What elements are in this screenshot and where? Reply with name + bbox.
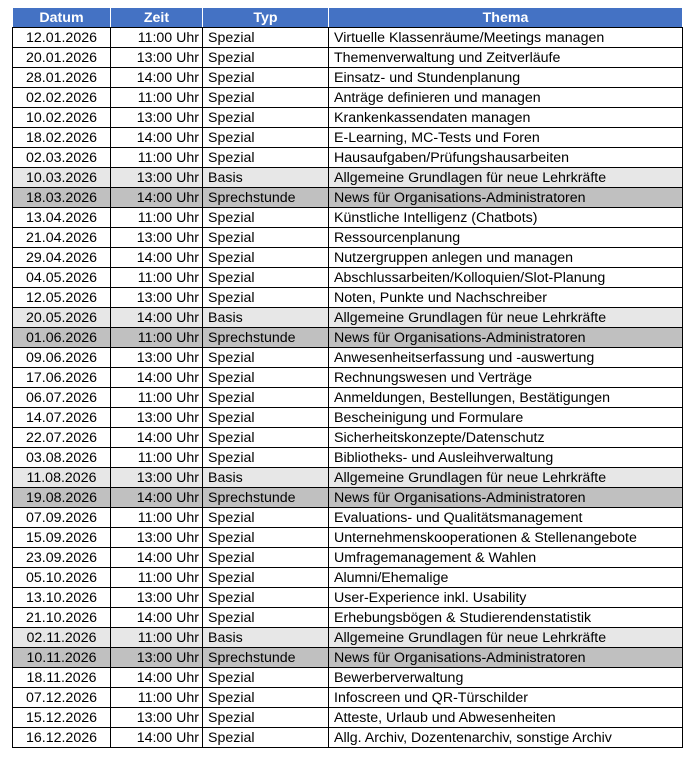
table-row bbox=[13, 348, 683, 368]
cell-zeit: 11:00 Uhr bbox=[111, 568, 203, 588]
table-header bbox=[13, 8, 683, 28]
cell-thema: Bibliotheks- und Ausleihverwaltung bbox=[329, 448, 683, 468]
cell-typ: Spezial bbox=[203, 128, 329, 148]
cell-datum: 12.01.2026 bbox=[13, 28, 111, 48]
header-datum: Datum bbox=[13, 8, 111, 28]
cell-thema: User-Experience inkl. Usability bbox=[329, 588, 683, 608]
cell-typ: Sprechstunde bbox=[203, 328, 329, 348]
cell-typ: Spezial bbox=[203, 228, 329, 248]
cell-typ: Spezial bbox=[203, 88, 329, 108]
table-row bbox=[13, 88, 683, 108]
cell-typ: Spezial bbox=[203, 508, 329, 528]
cell-zeit: 13:00 Uhr bbox=[111, 228, 203, 248]
cell-typ: Spezial bbox=[203, 268, 329, 288]
cell-datum: 13.04.2026 bbox=[13, 208, 111, 228]
table-row bbox=[13, 608, 683, 628]
cell-typ: Spezial bbox=[203, 608, 329, 628]
schedule-table bbox=[12, 7, 683, 748]
table-row bbox=[13, 288, 683, 308]
cell-thema: Allgemeine Grundlagen für neue Lehrkräfte bbox=[329, 468, 683, 488]
header-typ: Typ bbox=[203, 8, 329, 28]
cell-zeit: 13:00 Uhr bbox=[111, 468, 203, 488]
table-row bbox=[13, 668, 683, 688]
cell-thema: Bewerberverwaltung bbox=[329, 668, 683, 688]
table-row bbox=[13, 708, 683, 728]
table-row bbox=[13, 368, 683, 388]
table-body bbox=[13, 28, 683, 748]
table-row bbox=[13, 248, 683, 268]
cell-thema: Noten, Punkte und Nachschreiber bbox=[329, 288, 683, 308]
cell-datum: 20.01.2026 bbox=[13, 48, 111, 68]
cell-thema: E-Learning, MC-Tests und Foren bbox=[329, 128, 683, 148]
cell-zeit: 11:00 Uhr bbox=[111, 328, 203, 348]
header-thema: Thema bbox=[329, 8, 683, 28]
cell-datum: 19.08.2026 bbox=[13, 488, 111, 508]
cell-typ: Spezial bbox=[203, 68, 329, 88]
cell-thema: Allgemeine Grundlagen für neue Lehrkräfte bbox=[329, 168, 683, 188]
cell-thema: Krankenkassendaten managen bbox=[329, 108, 683, 128]
cell-typ: Spezial bbox=[203, 728, 329, 748]
cell-zeit: 13:00 Uhr bbox=[111, 168, 203, 188]
cell-thema: Atteste, Urlaub und Abwesenheiten bbox=[329, 708, 683, 728]
cell-typ: Spezial bbox=[203, 28, 329, 48]
cell-datum: 07.12.2026 bbox=[13, 688, 111, 708]
cell-datum: 28.01.2026 bbox=[13, 68, 111, 88]
table-row bbox=[13, 128, 683, 148]
cell-zeit: 14:00 Uhr bbox=[111, 668, 203, 688]
cell-zeit: 11:00 Uhr bbox=[111, 88, 203, 108]
cell-thema: Evaluations- und Qualitätsmanagement bbox=[329, 508, 683, 528]
cell-typ: Spezial bbox=[203, 48, 329, 68]
cell-zeit: 11:00 Uhr bbox=[111, 688, 203, 708]
cell-zeit: 14:00 Uhr bbox=[111, 68, 203, 88]
cell-thema: News für Organisations-Administratoren bbox=[329, 648, 683, 668]
cell-zeit: 13:00 Uhr bbox=[111, 588, 203, 608]
cell-zeit: 14:00 Uhr bbox=[111, 428, 203, 448]
cell-thema: Anwesenheitserfassung und -auswertung bbox=[329, 348, 683, 368]
cell-zeit: 11:00 Uhr bbox=[111, 448, 203, 468]
cell-datum: 06.07.2026 bbox=[13, 388, 111, 408]
cell-datum: 05.10.2026 bbox=[13, 568, 111, 588]
cell-thema: Bescheinigung und Formulare bbox=[329, 408, 683, 428]
cell-datum: 22.07.2026 bbox=[13, 428, 111, 448]
cell-thema: Umfragemanagement & Wahlen bbox=[329, 548, 683, 568]
cell-datum: 07.09.2026 bbox=[13, 508, 111, 528]
cell-datum: 10.11.2026 bbox=[13, 648, 111, 668]
cell-thema: Anmeldungen, Bestellungen, Bestätigungen bbox=[329, 388, 683, 408]
cell-zeit: 14:00 Uhr bbox=[111, 248, 203, 268]
cell-datum: 18.11.2026 bbox=[13, 668, 111, 688]
cell-typ: Sprechstunde bbox=[203, 648, 329, 668]
cell-thema: News für Organisations-Administratoren bbox=[329, 328, 683, 348]
table-row bbox=[13, 308, 683, 328]
cell-thema: Alumni/Ehemalige bbox=[329, 568, 683, 588]
cell-thema: Ressourcenplanung bbox=[329, 228, 683, 248]
cell-typ: Spezial bbox=[203, 408, 329, 428]
cell-zeit: 13:00 Uhr bbox=[111, 708, 203, 728]
table-row bbox=[13, 688, 683, 708]
cell-typ: Spezial bbox=[203, 588, 329, 608]
cell-thema: Infoscreen und QR-Türschilder bbox=[329, 688, 683, 708]
cell-typ: Basis bbox=[203, 468, 329, 488]
cell-typ: Basis bbox=[203, 308, 329, 328]
cell-zeit: 11:00 Uhr bbox=[111, 28, 203, 48]
table-row bbox=[13, 388, 683, 408]
table-row bbox=[13, 148, 683, 168]
header-zeit: Zeit bbox=[111, 8, 203, 28]
cell-typ: Spezial bbox=[203, 348, 329, 368]
cell-datum: 17.06.2026 bbox=[13, 368, 111, 388]
header-row bbox=[13, 8, 683, 28]
cell-thema: Sicherheitskonzepte/Datenschutz bbox=[329, 428, 683, 448]
cell-zeit: 13:00 Uhr bbox=[111, 648, 203, 668]
cell-datum: 03.08.2026 bbox=[13, 448, 111, 468]
table-row bbox=[13, 28, 683, 48]
cell-datum: 09.06.2026 bbox=[13, 348, 111, 368]
cell-datum: 15.12.2026 bbox=[13, 708, 111, 728]
cell-thema: Erhebungsbögen & Studierendenstatistik bbox=[329, 608, 683, 628]
cell-thema: Allgemeine Grundlagen für neue Lehrkräfte bbox=[329, 628, 683, 648]
cell-thema: Rechnungswesen und Verträge bbox=[329, 368, 683, 388]
table-row bbox=[13, 108, 683, 128]
cell-thema: Hausaufgaben/Prüfungshausarbeiten bbox=[329, 148, 683, 168]
cell-zeit: 11:00 Uhr bbox=[111, 388, 203, 408]
cell-typ: Spezial bbox=[203, 688, 329, 708]
cell-zeit: 13:00 Uhr bbox=[111, 48, 203, 68]
table-row bbox=[13, 208, 683, 228]
table-row bbox=[13, 468, 683, 488]
cell-typ: Spezial bbox=[203, 708, 329, 728]
cell-thema: Virtuelle Klassenräume/Meetings managen bbox=[329, 28, 683, 48]
cell-datum: 29.04.2026 bbox=[13, 248, 111, 268]
table-row bbox=[13, 188, 683, 208]
table-row bbox=[13, 48, 683, 68]
cell-datum: 04.05.2026 bbox=[13, 268, 111, 288]
cell-datum: 23.09.2026 bbox=[13, 548, 111, 568]
cell-zeit: 11:00 Uhr bbox=[111, 508, 203, 528]
table-row bbox=[13, 528, 683, 548]
cell-typ: Spezial bbox=[203, 668, 329, 688]
cell-zeit: 14:00 Uhr bbox=[111, 488, 203, 508]
cell-typ: Spezial bbox=[203, 548, 329, 568]
cell-zeit: 11:00 Uhr bbox=[111, 268, 203, 288]
cell-typ: Spezial bbox=[203, 528, 329, 548]
cell-datum: 02.03.2026 bbox=[13, 148, 111, 168]
table-row bbox=[13, 568, 683, 588]
cell-thema: Unternehmenskooperationen & Stellenangebote bbox=[329, 528, 683, 548]
cell-thema: Nutzergruppen anlegen und managen bbox=[329, 248, 683, 268]
cell-datum: 14.07.2026 bbox=[13, 408, 111, 428]
cell-zeit: 14:00 Uhr bbox=[111, 548, 203, 568]
table-row bbox=[13, 228, 683, 248]
cell-datum: 10.03.2026 bbox=[13, 168, 111, 188]
cell-typ: Spezial bbox=[203, 248, 329, 268]
cell-thema: Allgemeine Grundlagen für neue Lehrkräfte bbox=[329, 308, 683, 328]
cell-zeit: 13:00 Uhr bbox=[111, 408, 203, 428]
cell-datum: 18.03.2026 bbox=[13, 188, 111, 208]
cell-typ: Spezial bbox=[203, 448, 329, 468]
table-row bbox=[13, 448, 683, 468]
cell-typ: Spezial bbox=[203, 368, 329, 388]
cell-zeit: 11:00 Uhr bbox=[111, 148, 203, 168]
cell-thema: Allg. Archiv, Dozentenarchiv, sonstige Archiv bbox=[329, 728, 683, 748]
cell-typ: Spezial bbox=[203, 208, 329, 228]
table-row bbox=[13, 168, 683, 188]
cell-datum: 13.10.2026 bbox=[13, 588, 111, 608]
cell-zeit: 13:00 Uhr bbox=[111, 108, 203, 128]
cell-datum: 10.02.2026 bbox=[13, 108, 111, 128]
cell-zeit: 14:00 Uhr bbox=[111, 308, 203, 328]
cell-zeit: 11:00 Uhr bbox=[111, 628, 203, 648]
cell-thema: Künstliche Intelligenz (Chatbots) bbox=[329, 208, 683, 228]
cell-datum: 01.06.2026 bbox=[13, 328, 111, 348]
table-row bbox=[13, 508, 683, 528]
table-row bbox=[13, 648, 683, 668]
table-row bbox=[13, 728, 683, 748]
cell-typ: Sprechstunde bbox=[203, 188, 329, 208]
cell-zeit: 14:00 Uhr bbox=[111, 368, 203, 388]
cell-typ: Spezial bbox=[203, 428, 329, 448]
cell-typ: Spezial bbox=[203, 148, 329, 168]
cell-datum: 16.12.2026 bbox=[13, 728, 111, 748]
cell-thema: Anträge definieren und managen bbox=[329, 88, 683, 108]
cell-datum: 21.10.2026 bbox=[13, 608, 111, 628]
cell-thema: Abschlussarbeiten/Kolloquien/Slot-Planung bbox=[329, 268, 683, 288]
table-row bbox=[13, 328, 683, 348]
cell-datum: 18.02.2026 bbox=[13, 128, 111, 148]
cell-typ: Spezial bbox=[203, 568, 329, 588]
cell-typ: Spezial bbox=[203, 388, 329, 408]
table-row bbox=[13, 408, 683, 428]
cell-datum: 21.04.2026 bbox=[13, 228, 111, 248]
cell-typ: Basis bbox=[203, 168, 329, 188]
cell-datum: 20.05.2026 bbox=[13, 308, 111, 328]
cell-thema: Einsatz- und Stundenplanung bbox=[329, 68, 683, 88]
cell-zeit: 14:00 Uhr bbox=[111, 188, 203, 208]
cell-thema: News für Organisations-Administratoren bbox=[329, 188, 683, 208]
cell-zeit: 13:00 Uhr bbox=[111, 288, 203, 308]
cell-zeit: 14:00 Uhr bbox=[111, 608, 203, 628]
cell-datum: 02.02.2026 bbox=[13, 88, 111, 108]
cell-datum: 12.05.2026 bbox=[13, 288, 111, 308]
cell-typ: Basis bbox=[203, 628, 329, 648]
cell-zeit: 14:00 Uhr bbox=[111, 128, 203, 148]
table-row bbox=[13, 588, 683, 608]
table-row bbox=[13, 488, 683, 508]
table-row bbox=[13, 68, 683, 88]
cell-datum: 02.11.2026 bbox=[13, 628, 111, 648]
cell-zeit: 13:00 Uhr bbox=[111, 528, 203, 548]
cell-thema: News für Organisations-Administratoren bbox=[329, 488, 683, 508]
cell-zeit: 13:00 Uhr bbox=[111, 348, 203, 368]
cell-thema: Themenverwaltung und Zeitverläufe bbox=[329, 48, 683, 68]
cell-zeit: 14:00 Uhr bbox=[111, 728, 203, 748]
cell-datum: 11.08.2026 bbox=[13, 468, 111, 488]
table-row bbox=[13, 268, 683, 288]
cell-typ: Spezial bbox=[203, 288, 329, 308]
table-row bbox=[13, 628, 683, 648]
cell-typ: Sprechstunde bbox=[203, 488, 329, 508]
cell-zeit: 11:00 Uhr bbox=[111, 208, 203, 228]
table-row bbox=[13, 428, 683, 448]
cell-typ: Spezial bbox=[203, 108, 329, 128]
table-row bbox=[13, 548, 683, 568]
cell-datum: 15.09.2026 bbox=[13, 528, 111, 548]
